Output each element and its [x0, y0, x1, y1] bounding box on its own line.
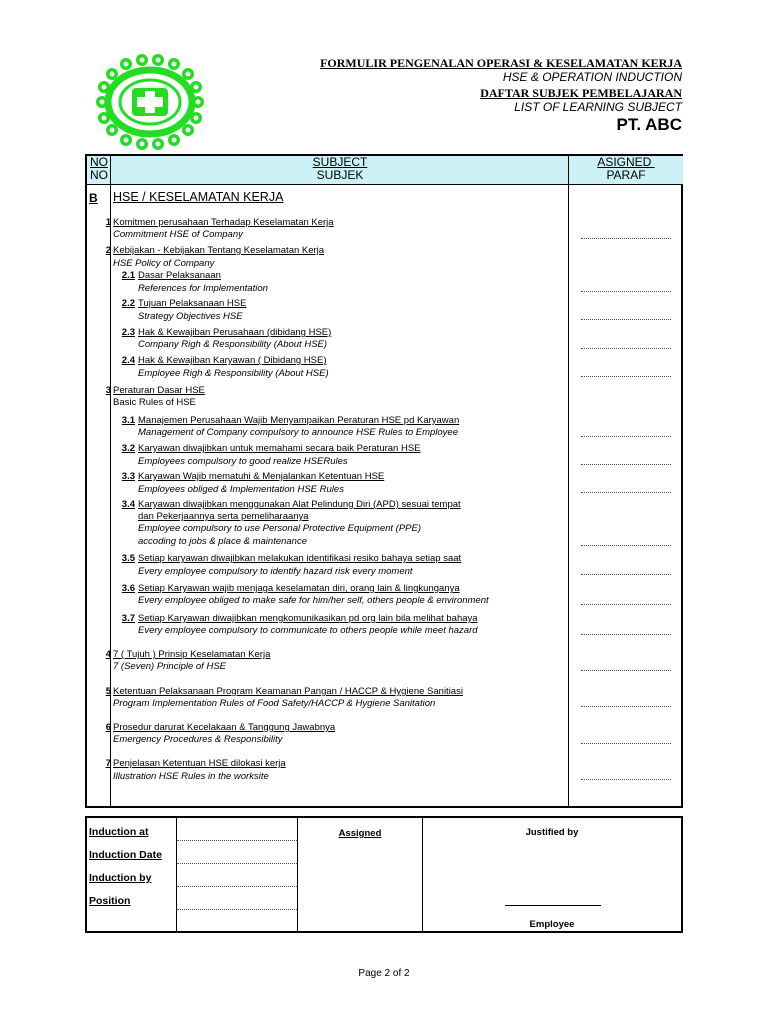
item-number: 3	[105, 385, 111, 396]
item-title: Komitmen perusahaan Terhadap Keselamatan Kerja	[113, 217, 334, 228]
company-logo-icon	[88, 52, 212, 152]
page-number: Page 2 of 2	[358, 968, 410, 979]
induction-date-field[interactable]	[177, 863, 297, 864]
item-subtitle: Illustration HSE Rules in the worksite	[113, 771, 269, 782]
item-number: 3.3	[121, 471, 135, 482]
induction-at-label: Induction at	[89, 826, 149, 838]
form-title: FORMULIR PENGENALAN OPERASI & KESELAMATAN KERJA	[320, 56, 682, 70]
item-number: 1	[105, 217, 111, 228]
item-title: Karyawan diwajibkan menggunakan Alat Pelindung Diri (APD) sesuai tempat	[138, 499, 461, 510]
item-number: 2	[105, 245, 111, 256]
signature-line[interactable]	[581, 604, 671, 605]
col-assigned-label-2: PARAF	[606, 168, 646, 182]
position-field[interactable]	[177, 909, 297, 910]
position-label: Position	[89, 895, 131, 907]
item-number: 3.6	[121, 583, 135, 594]
employee-signature-line[interactable]	[505, 905, 601, 906]
form-title-en: HSE & OPERATION INDUCTION	[502, 70, 682, 84]
signature-line[interactable]	[581, 376, 671, 377]
item-title: Setiap Karyawan wajib menjaga keselamatan diri, orang lain & lingkunganya	[138, 583, 460, 594]
induction-date-label: Induction Date	[89, 849, 162, 861]
signature-line[interactable]	[581, 634, 671, 635]
item-subtitle: Strategy Objectives HSE	[138, 311, 243, 322]
section-code: B	[89, 191, 98, 205]
item-number: 3.7	[121, 613, 135, 624]
item-title: Hak & Kewajiban Perusahaan (dibidang HSE)	[138, 327, 332, 338]
induction-footer	[85, 816, 683, 933]
item-subtitle: Employee Righ & Responsibility (About HSE)	[138, 368, 329, 379]
item-title: 7 ( Tujuh ) Prinsip Keselamatan Kerja	[113, 649, 271, 660]
item-subtitle: 7 (Seven) Principle of HSE	[113, 661, 226, 672]
item-subtitle: Program Implementation Rules of Food Safety/HACCP & Hygiene Sanitation	[113, 698, 436, 709]
item-title-continued: dan Pekerjaannya serta pemeliharaanya	[138, 511, 309, 522]
item-number: 7	[105, 758, 111, 769]
signature-line[interactable]	[581, 743, 671, 744]
item-number: 3.2	[121, 443, 135, 454]
divider	[176, 818, 177, 931]
justified-by-label: Justified by	[525, 827, 579, 838]
col-no-label-2: NO	[90, 168, 108, 182]
item-subtitle: References for Implementation	[138, 283, 268, 294]
col-subject-label: SUBJECT	[312, 155, 368, 169]
list-title: DAFTAR SUBJEK PEMBELAJARAN	[480, 86, 682, 100]
item-subtitle: Employee compulsory to use Personal Protective Equipment (PPE)	[138, 523, 422, 534]
item-title: Dasar Pelaksanaan	[138, 270, 221, 281]
induction-by-field[interactable]	[177, 886, 297, 887]
item-subtitle: Emergency Procedures & Responsibility	[113, 734, 283, 745]
signature-line[interactable]	[581, 436, 671, 437]
employee-label: Employee	[529, 919, 575, 930]
signature-line[interactable]	[581, 291, 671, 292]
item-subtitle: Every employee compulsory to identify hazard risk every moment	[138, 566, 413, 577]
col-no-header	[87, 156, 111, 185]
signature-line[interactable]	[581, 545, 671, 546]
item-title: Penjelasan Ketentuan HSE dilokasi kerja	[113, 758, 286, 769]
item-subtitle: Commitment HSE of Company	[113, 229, 243, 240]
item-title: Manajemen Perusahaan Wajib Menyampaikan Peraturan HSE pd Karyawan	[138, 415, 460, 426]
col-no-label: NO	[90, 155, 108, 169]
signature-line[interactable]	[581, 238, 671, 239]
item-title: Kebijakan - Kebijakan Tentang Keselamatan Kerja	[113, 245, 325, 256]
signature-line[interactable]	[581, 464, 671, 465]
list-title-en: LIST OF LEARNING SUBJECT	[514, 100, 682, 114]
item-number: 4	[105, 649, 111, 660]
section-title: HSE / KESELAMATAN KERJA	[113, 190, 284, 204]
item-subtitle: Every employee obliged to make safe for him/her self, others people & environment	[138, 595, 489, 606]
signature-line[interactable]	[581, 574, 671, 575]
item-subtitle-continued: accoding to jobs & place & maintenance	[138, 536, 307, 547]
item-number: 2.1	[121, 270, 135, 281]
signature-line[interactable]	[581, 492, 671, 493]
divider	[568, 156, 569, 806]
signature-line[interactable]	[581, 348, 671, 349]
signature-line[interactable]	[581, 706, 671, 707]
col-subject-label-2: SUBJEK	[316, 168, 364, 182]
form-header	[320, 56, 682, 132]
induction-by-label: Induction by	[89, 872, 152, 884]
subject-table	[85, 154, 683, 808]
assigned-label: Assigned	[338, 828, 382, 839]
signature-line[interactable]	[581, 319, 671, 320]
col-subject-header	[111, 156, 569, 185]
item-title: Hak & Kewajiban Karyawan ( Dibidang HSE)	[138, 355, 327, 366]
signature-line[interactable]	[581, 779, 671, 780]
item-subtitle: HSE Policy of Company	[113, 258, 215, 269]
col-assigned-header	[569, 156, 683, 185]
item-number: 2.2	[121, 298, 135, 309]
item-title: Tujuan Pelaksanaan HSE	[138, 298, 247, 309]
company-name: PT. ABC	[616, 115, 682, 134]
item-number: 2.4	[121, 355, 135, 366]
col-assigned-label: ASIGNED	[597, 155, 655, 169]
item-title: Karyawan diwajibkan untuk memahami secara baik Peraturan HSE	[138, 443, 421, 454]
item-subtitle: Every employee compulsory to communicate to others people while meet hazard	[138, 625, 478, 636]
item-subtitle: Basic Rules of HSE	[113, 397, 196, 408]
item-number: 3.4	[121, 499, 135, 510]
item-title: Setiap karyawan diwajibkan melakukan identifikasi resiko bahaya setiap saat	[138, 553, 462, 564]
signature-line[interactable]	[581, 670, 671, 671]
item-number: 5	[105, 686, 111, 697]
item-title: Prosedur darurat Kecelakaan & Tanggung Jawabnya	[113, 722, 336, 733]
induction-at-field[interactable]	[177, 840, 297, 841]
item-subtitle: Company Righ & Responsibility (About HSE)	[138, 339, 328, 350]
item-subtitle: Employees obliged & Implementation HSE Rules	[138, 484, 344, 495]
item-title: Setiap Karyawan diwajibkan mengkomunikasikan pd org lain bila melihat bahaya	[138, 613, 478, 624]
item-title: Ketentuan Pelaksanaan Program Keamanan Pangan / HACCP & Hygiene Sanitiasi	[113, 686, 463, 697]
item-number: 6	[105, 722, 111, 733]
item-title: Peraturan Dasar HSE	[113, 385, 205, 396]
item-number: 2.3	[121, 327, 135, 338]
item-title: Karyawan Wajib mematuhi & Menjalankan Ketentuan HSE	[138, 471, 385, 482]
item-number: 3.5	[121, 553, 135, 564]
item-subtitle: Management of Company compulsory to announce HSE Rules to Employee	[138, 427, 459, 438]
item-subtitle: Employees compulsory to good realize HSERules	[138, 456, 348, 467]
item-number: 3.1	[121, 415, 135, 426]
